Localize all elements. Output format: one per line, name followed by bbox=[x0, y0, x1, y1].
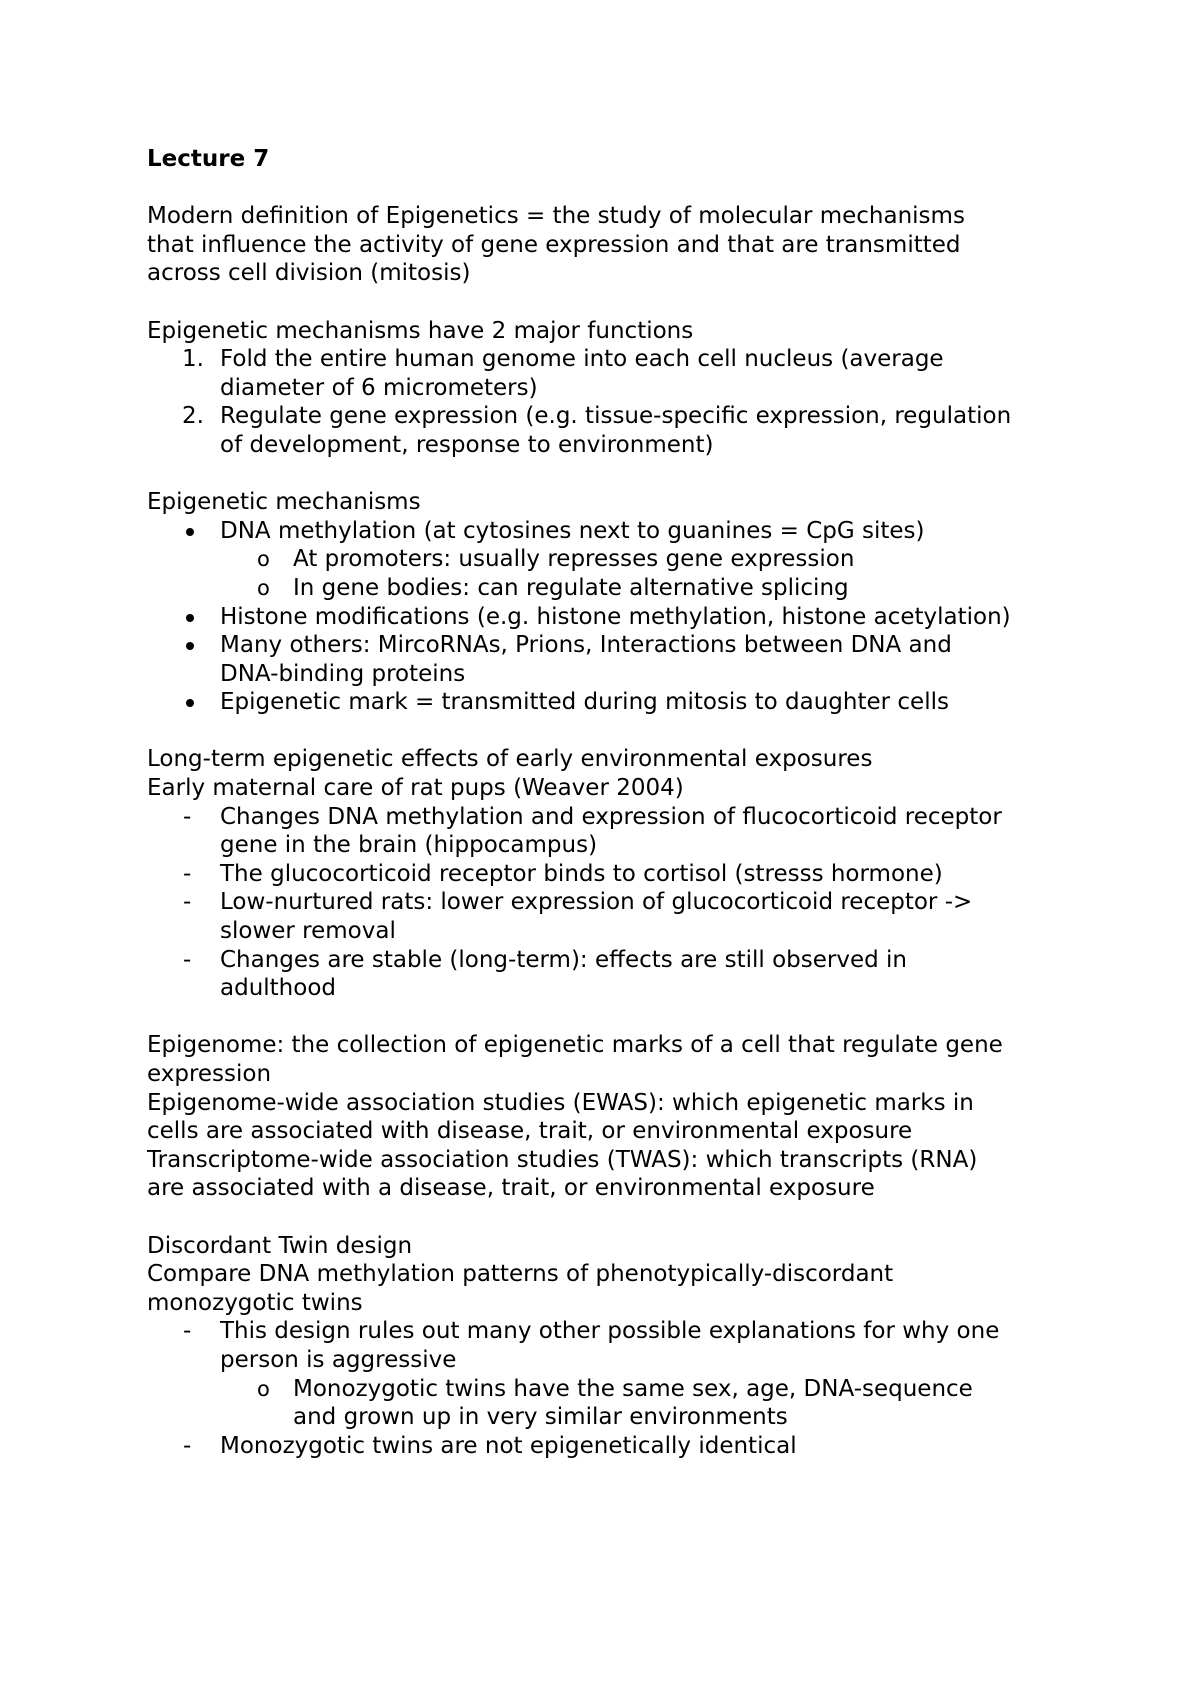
circle-bullet-icon: o bbox=[257, 547, 270, 572]
bullet-icon bbox=[186, 642, 194, 650]
bullet-item bbox=[147, 517, 1120, 546]
longterm-subheading: Early maternal care of rat pups (Weaver 2004) bbox=[147, 775, 684, 802]
item-line: Fold the entire human genome into each cell nucleus (average bbox=[220, 346, 944, 373]
spacer bbox=[147, 1003, 1120, 1032]
item-line: Changes DNA methylation and expression of flucocorticoid receptor bbox=[220, 803, 1002, 830]
bullet-icon bbox=[186, 699, 194, 707]
item-line: slower removal bbox=[220, 918, 396, 945]
twin-section bbox=[147, 1232, 1120, 1461]
definition-paragraph bbox=[147, 202, 1120, 288]
spacer bbox=[147, 460, 1120, 489]
circle-bullet-icon: o bbox=[257, 575, 270, 600]
spacer bbox=[147, 717, 1120, 746]
item-line: diameter of 6 micrometers) bbox=[220, 374, 538, 401]
spacer bbox=[147, 174, 1120, 203]
functions-section bbox=[147, 317, 1120, 460]
mechanisms-section bbox=[147, 488, 1120, 717]
numbered-item bbox=[147, 402, 1120, 459]
bullet-icon bbox=[186, 614, 194, 622]
item-line: The glucocorticoid receptor binds to cortisol (stresss hormone) bbox=[220, 860, 943, 887]
circle-bullet-icon: o bbox=[257, 1376, 270, 1401]
number-marker: 2. bbox=[182, 403, 204, 430]
bullet-item bbox=[147, 603, 1120, 632]
epigenome-section bbox=[147, 1031, 1120, 1203]
sub-bullet-item bbox=[147, 545, 1120, 574]
epigenome-line: cells are associated with disease, trait, or environmental exposure bbox=[147, 1118, 913, 1145]
bullet-item bbox=[147, 631, 1120, 688]
item-line: of development, response to environment) bbox=[220, 431, 714, 458]
bullet-item bbox=[147, 688, 1120, 717]
item-line: gene in the brain (hippocampus) bbox=[220, 832, 598, 859]
item-line: Monozygotic twins have the same sex, age, DNA-sequence bbox=[293, 1375, 973, 1402]
item-line: Monozygotic twins are not epigenetically identical bbox=[220, 1432, 797, 1459]
item-line: and grown up in very similar environments bbox=[293, 1404, 788, 1431]
spacer bbox=[147, 288, 1120, 317]
dash-marker: - bbox=[183, 1318, 192, 1345]
item-line: DNA methylation (at cytosines next to guanines = CpG sites) bbox=[220, 517, 925, 544]
twin-line: Compare DNA methylation patterns of phenotypically-discordant bbox=[147, 1261, 894, 1288]
definition-line: across cell division (mitosis) bbox=[147, 260, 471, 287]
item-line: Many others: MircoRNAs, Prions, Interactions between DNA and bbox=[220, 632, 952, 659]
epigenome-line: are associated with a disease, trait, or environmental exposure bbox=[147, 1175, 875, 1202]
dash-item bbox=[147, 1317, 1120, 1374]
dash-marker: - bbox=[183, 946, 192, 973]
item-line: Changes are stable (long-term): effects are still observed in bbox=[220, 946, 907, 973]
dash-item bbox=[147, 888, 1120, 945]
dash-item bbox=[147, 946, 1120, 1003]
dash-marker: - bbox=[183, 860, 192, 887]
dash-marker: - bbox=[183, 1432, 192, 1459]
longterm-section bbox=[147, 745, 1120, 1002]
dash-item bbox=[147, 1432, 1120, 1461]
item-line: adulthood bbox=[220, 975, 336, 1002]
dash-marker: - bbox=[183, 803, 192, 830]
item-line: At promoters: usually represses gene expression bbox=[293, 546, 855, 573]
epigenome-line: expression bbox=[147, 1061, 272, 1087]
longterm-heading: Long-term epigenetic effects of early environmental exposures bbox=[147, 746, 873, 773]
epigenome-line: Epigenome-wide association studies (EWAS): which epigenetic marks in bbox=[147, 1089, 974, 1116]
item-line: Low-nurtured rats: lower expression of glucocorticoid receptor -> bbox=[220, 889, 973, 916]
definition-line: that influence the activity of gene expression and that are transmitted bbox=[147, 231, 961, 258]
sub-bullet-item bbox=[147, 1375, 1120, 1432]
dash-item bbox=[147, 803, 1120, 860]
sub-bullet-item bbox=[147, 574, 1120, 603]
twin-heading: Discordant Twin design bbox=[147, 1232, 413, 1259]
item-line: Regulate gene expression (e.g. tissue-specific expression, regulation bbox=[220, 403, 1012, 430]
dash-item bbox=[147, 860, 1120, 889]
item-line: This design rules out many other possible explanations for why one bbox=[220, 1318, 1000, 1345]
spacer bbox=[147, 1203, 1120, 1232]
functions-heading: Epigenetic mechanisms have 2 major functions bbox=[147, 317, 694, 344]
item-line: DNA-binding proteins bbox=[220, 660, 466, 687]
definition-line: Modern definition of Epigenetics = the study of molecular mechanisms bbox=[147, 203, 965, 230]
bullet-icon bbox=[186, 528, 194, 536]
numbered-item bbox=[147, 345, 1120, 402]
epigenome-line: Epigenome: the collection of epigenetic marks of a cell that regulate gene bbox=[147, 1032, 1003, 1059]
epigenome-line: Transcriptome-wide association studies (TWAS): which transcripts (RNA) bbox=[147, 1146, 978, 1173]
item-line: person is aggressive bbox=[220, 1346, 457, 1373]
page-title: Lecture 7 bbox=[147, 146, 270, 172]
mechanisms-heading: Epigenetic mechanisms bbox=[147, 489, 421, 516]
item-line: In gene bodies: can regulate alternative splicing bbox=[293, 574, 849, 601]
twin-line: monozygotic twins bbox=[147, 1289, 363, 1316]
number-marker: 1. bbox=[182, 346, 204, 373]
item-line: Epigenetic mark = transmitted during mitosis to daughter cells bbox=[220, 689, 949, 716]
item-line: Histone modifications (e.g. histone methylation, histone acetylation) bbox=[220, 603, 1011, 630]
dash-marker: - bbox=[183, 889, 192, 916]
